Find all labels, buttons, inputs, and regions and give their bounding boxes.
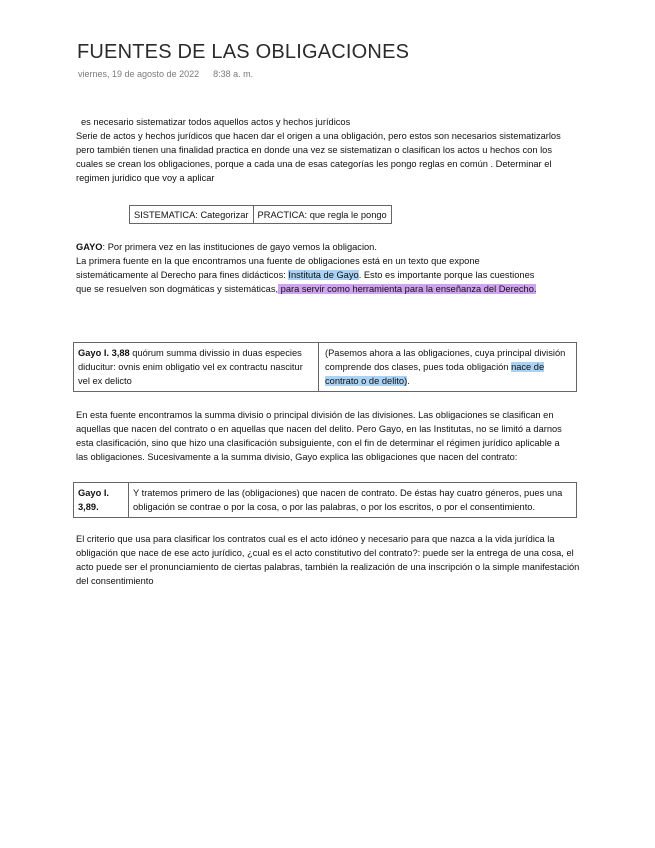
translation-text: (Pasemos ahora a las obligaciones, cuya principal división comprende dos clases, pues toda obligación <box>325 348 566 372</box>
sistematica-table <box>129 205 392 224</box>
latin-quote-cell <box>74 343 319 392</box>
table-row <box>130 206 392 224</box>
gayo-quote-table-2 <box>73 482 577 518</box>
gayo-citation: Gayo I. 3,88 <box>78 348 130 358</box>
fuente-paragraph: En esta fuente encontramos la summa divisio o principal división de las divisiones. Las obligaciones se clasifican en aquellas que nacen del contrato o en aquellas que nacen del delito. Pero Gayo, en las Institutas, no se limitó a darnos esta clasificación, sino que hizo una clasificación subsiguiente, con el fin de determinar el régimen jurídico aplicable a las obligaciones. Sucesivamente a la summa divisio, Gayo explica las obligaciones que nacen del contrato: <box>76 410 562 462</box>
page-time: 8:38 a. m. <box>213 69 254 79</box>
sistematica-cell: SISTEMATICA: Categorizar <box>130 206 254 224</box>
highlight-ensenanza: para servir como herramienta para la enseñanza del Derecho. <box>278 284 537 294</box>
page-date: viernes, 19 de agosto de 2022 <box>78 69 200 79</box>
gayo-text-before: La primera fuente en la que encontramos una fuente de obligaciones está en un texto que expone sistemáticamente al Derecho para fines didácticos: <box>76 256 480 280</box>
gayo-text-middle: . Esto es importante porque las cuestiones que se resuelven son dogmáticas y sistemáticas, <box>76 270 535 294</box>
latin-text: quórum summa divissio in duas especies diducitur: ovnis enim obligatio vel ex contractu nascitur vel ex delicto <box>78 348 303 386</box>
highlight-contrato-delito: nace de contrato o de delito) <box>325 362 545 386</box>
intro-paragraph <box>76 115 566 185</box>
gayo-citation-cell: Gayo I. 3,89. <box>74 483 129 518</box>
page-title: FUENTES DE LAS OBLIGACIONES <box>77 41 410 63</box>
intro-line-2: Serie de actos y hechos jurídicos que hacen dar el origen a una obligación, pero estos son necesarios sistematizarlos pero también tienen una finalidad practica en donde una vez se sistematizan o clasifican los actos u hechos con los cuales se crean los obligaciones, porque a cada una de esas categorías les pongo reglas en común . Determinar el regimen juridico que voy a aplicar <box>76 131 561 183</box>
practica-cell: PRACTICA: que regla le pongo <box>253 206 391 224</box>
criterio-paragraph: El criterio que usa para clasificar los contratos cual es el acto idóneo y necesario para que nazca a la vida jurídica la obligación que nace de ese acto jurídico, ¿cual es el acto constitutivo del contrato?: puede ser la entrega de una cosa, el acto puede ser el pronunciamiento de ciertas palabras, también la realización de una inscripción o la simple manifestación del consentimiento <box>76 534 580 586</box>
gayo-intro-line <box>76 240 551 254</box>
table-row <box>74 343 577 392</box>
intro-line-1: es necesario sistematizar todos aquellos actos y hechos jurídicos <box>81 117 351 127</box>
contract-quote-cell: Y tratemos primero de las (obligaciones) que nacen de contrato. De éstas hay cuatro géneros, pues una obligación se contrae o por la cosa, o por las palabras, o por los escritos, o por el consentimiento. <box>129 483 577 518</box>
translation-cell <box>319 343 577 392</box>
page-date-line <box>78 69 253 79</box>
translation-end: . <box>407 376 410 386</box>
highlight-instituta: Instituta de Gayo <box>288 270 359 280</box>
gayo-intro-text: : Por primera vez en las instituciones de gayo vemos la obligacion. <box>102 242 377 252</box>
gayo-body <box>76 254 551 296</box>
gayo-label: GAYO <box>76 242 103 252</box>
table-row <box>74 483 577 518</box>
gayo-quote-table-1 <box>73 342 577 392</box>
gayo-paragraph <box>76 240 551 296</box>
